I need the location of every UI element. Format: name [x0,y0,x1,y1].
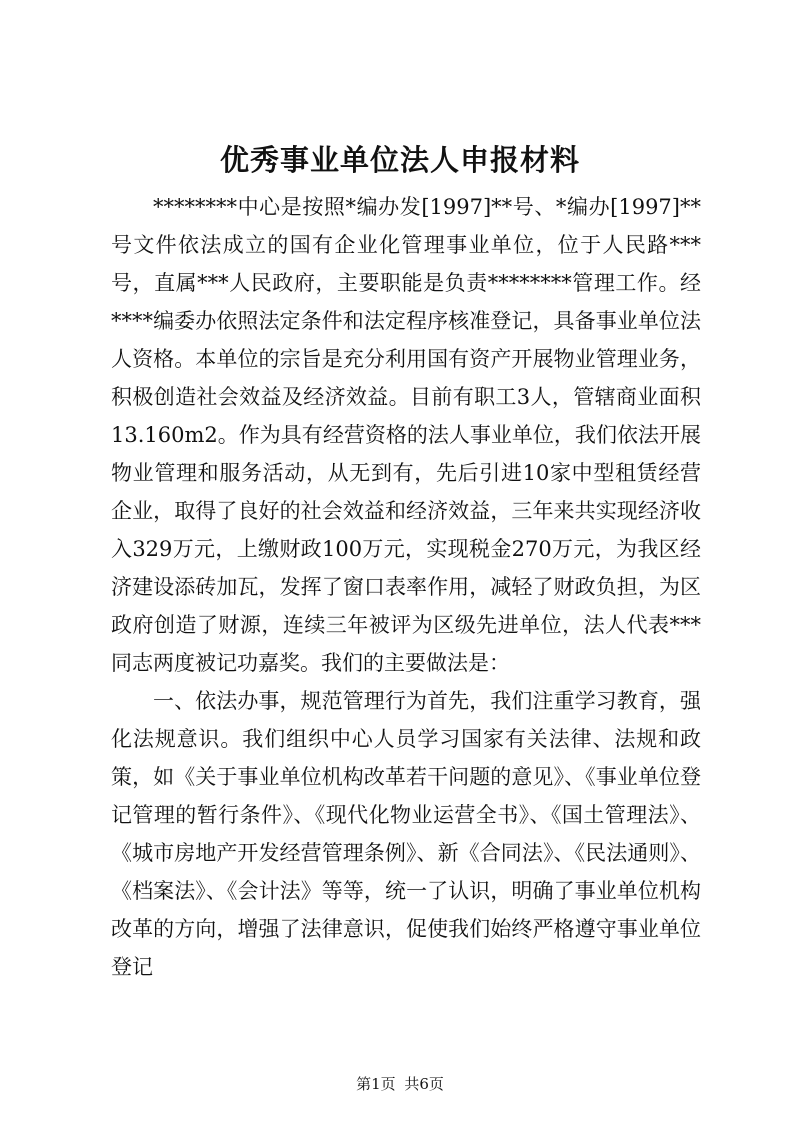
page-number: 第1页 [356,1075,396,1093]
paragraph-intro: ********中心是按照*编办发[1997]**号、*编办[1997]**号文件依法成立的国有企业化管理事业单位，位于人民路***号，直属***人民政府，主要职能是负责********管理工作。经****编委办依照法定条件和法定程序核准登记，具备事业单位法人资格。本单位的宗旨是充分利用国有资产开展物业管理业务，积极创造社会效益及经济效益。目前有职工3人，管辖商业面积13.160m2。作为具有经营资格的法人事业单位，我们依法开展物业管理和服务活动，从无到有，先后引进10家中型租赁经营企业，取得了良好的社会效益和经济效益，三年来共实现经济收入329万元，上缴财政100万元，实现税金270万元，为我区经济建设添砖加瓦，发挥了窗口表率作用，减轻了财政负担，为区政府创造了财源，连续三年被评为区级先进单位，法人代表***同志两度被记功嘉奖。我们的主要做法是： [111,195,701,675]
paragraph-section-one: 一、依法办事，规范管理行为首先，我们注重学习教育，强化法规意识。我们组织中心人员学习国家有关法律、法规和政策，如《关于事业单位机构改革若干问题的意见》、《事业单位登记管理的暂行条件》、《现代化物业运营全书》、《国土管理法》、《城市房地产开发经营管理条例》、新《合同法》、《民法通则》、《档案法》、《会计法》等等，统一了认识，明确了事业单位机构改革的方向，增强了法律意识，促使我们始终严格遵守事业单位登记 [111,689,701,979]
document-title: 优秀事业单位法人申报材料 [219,143,580,177]
page-total: 共6页 [404,1075,444,1093]
document-body [111,188,701,986]
page-footer [0,1074,800,1094]
